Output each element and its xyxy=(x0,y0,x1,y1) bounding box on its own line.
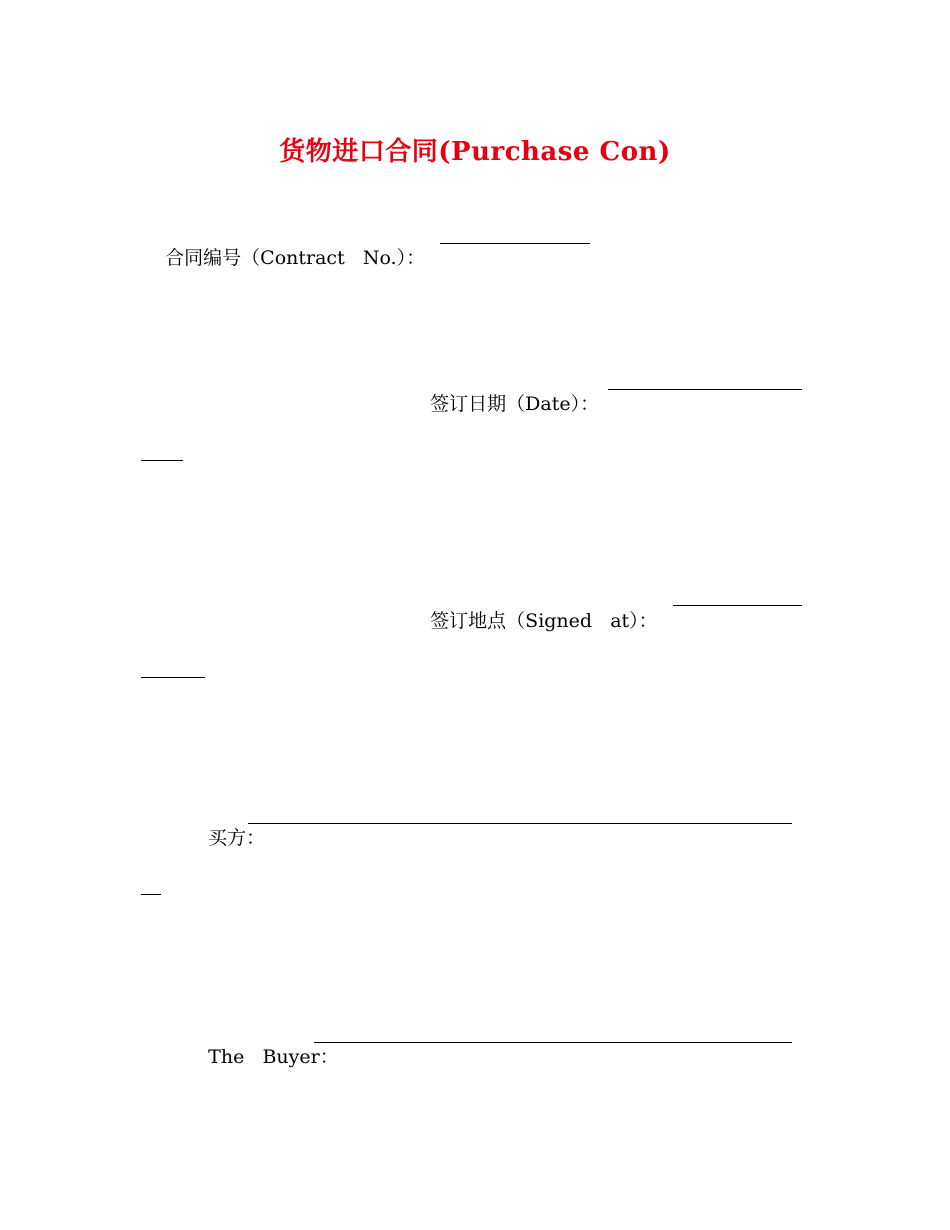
buyer-en-row xyxy=(184,1021,339,1093)
buyer-en-blank[interactable] xyxy=(314,1042,792,1043)
signed-at-blank-continued[interactable] xyxy=(141,677,205,678)
buyer-cn-label: 买方： xyxy=(208,827,266,849)
signed-at-blank[interactable] xyxy=(673,605,802,606)
document-title: 货物进口合同(Purchase Con) xyxy=(279,137,671,167)
contract-no-label: 合同编号（Contract No.）： xyxy=(165,247,426,269)
date-blank-continued[interactable] xyxy=(141,460,183,461)
signed-at-label: 签订地点（Signed at）： xyxy=(430,610,658,632)
buyer-cn-row xyxy=(184,802,265,874)
signed-at-row xyxy=(406,585,658,657)
buyer-cn-blank-continued[interactable] xyxy=(141,894,161,895)
contract-no-row xyxy=(141,222,425,294)
buyer-en-label: The Buyer： xyxy=(208,1046,339,1068)
buyer-cn-blank[interactable] xyxy=(248,823,792,824)
contract-no-blank[interactable] xyxy=(440,243,590,244)
date-row xyxy=(406,368,599,440)
date-blank[interactable] xyxy=(608,389,802,390)
date-label: 签订日期（Date）： xyxy=(430,393,600,415)
